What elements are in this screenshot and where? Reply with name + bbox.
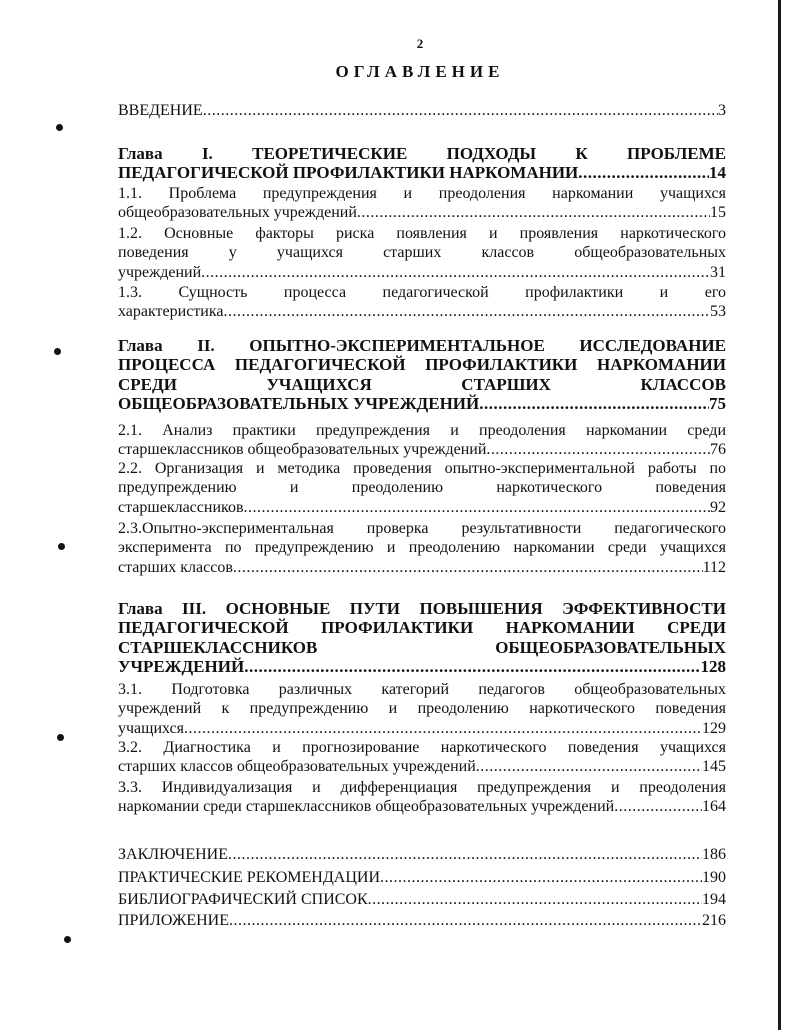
toc-page: 145 (702, 758, 726, 776)
toc-section-1-3[interactable] (118, 283, 726, 322)
section-title-line: поведения у учащихся старших классов общеобразовательных (118, 244, 726, 262)
toc-page: 15 (710, 204, 726, 222)
toc-label: БИБЛИОГРАФИЧЕСКИЙ СПИСОК (118, 891, 368, 908)
toc-label: ПРИЛОЖЕНИЕ (118, 912, 230, 929)
toc-chapter-2[interactable] (118, 336, 726, 413)
dot-leader (201, 263, 710, 282)
toc-chapter-3[interactable] (118, 599, 726, 676)
section-title-line: старших классов (118, 558, 233, 576)
toc-label: ВВЕДЕНИЕ (118, 102, 203, 119)
dot-leader (224, 302, 711, 321)
section-title-line: 3.3. Индивидуализация и дифференциация предупреждения и преодоления (118, 779, 726, 796)
chapter-title-line: Глава I. ТЕОРЕТИЧЕСКИЕ ПОДХОДЫ К ПРОБЛЕМЕ (118, 144, 726, 163)
section-title-line: 2.3.Опытно-экспериментальная проверка результативности педагогического (118, 520, 726, 537)
toc-chapter-1[interactable] (118, 144, 726, 183)
toc-page: 216 (702, 912, 726, 929)
page-number: 2 (416, 36, 424, 51)
chapter-title-line: ПЕДАГОГИЧЕСКОЙ ПРОФИЛАКТИКИ НАРКОМАНИИ (118, 163, 579, 183)
section-title-line: 1.3. Сущность процесса педагогической профилактики и его (118, 284, 726, 301)
dot-leader (233, 558, 703, 577)
section-title-line: эксперимента по предупреждению и преодолению наркомании среди учащихся (118, 539, 726, 557)
chapter-title-line: СТАРШЕКЛАССНИКОВ ОБЩЕОБРАЗОВАТЕЛЬНЫХ (118, 637, 726, 657)
chapter-title-line: УЧРЕЖДЕНИЙ (118, 656, 245, 676)
chapter-title-line: ПЕДАГОГИЧЕСКОЙ ПРОФИЛАКТИКИ НАРКОМАНИИ СРЕДИ (118, 618, 726, 638)
toc-section-2-3[interactable] (118, 519, 726, 577)
toc-label: ЗАКЛЮЧЕНИЕ (118, 846, 228, 863)
toc-section-1-2[interactable] (118, 224, 726, 282)
toc-section-1-1[interactable] (118, 184, 726, 223)
dot-leader (228, 845, 702, 864)
section-title-line: учащихся (118, 719, 185, 737)
toc-page: 31 (710, 263, 726, 281)
toc-section-3-1[interactable] (118, 680, 726, 738)
section-title-line: учреждений (118, 263, 202, 281)
toc-section-2-1[interactable] (118, 421, 726, 460)
toc-page: 190 (702, 869, 726, 886)
toc-section-2-2[interactable] (118, 459, 726, 517)
punch-hole-mark (64, 936, 71, 943)
section-title-line: 3.1. Подготовка различных категорий педагогов общеобразовательных (118, 681, 726, 698)
section-title-line: старшеклассников общеобразовательных учреждений (118, 441, 487, 459)
toc-page: 129 (702, 719, 726, 737)
chapter-title-line: ПРОЦЕССА ПЕДАГОГИЧЕСКОЙ ПРОФИЛАКТИКИ НАРКОМАНИИ (118, 355, 726, 375)
toc-page: 75 (709, 393, 726, 413)
toc-entry-intro[interactable] (118, 101, 726, 120)
toc-entry-recommendations[interactable] (118, 868, 726, 887)
punch-hole-mark (56, 124, 63, 131)
toc-section-3-2[interactable] (118, 738, 726, 777)
toc-page: 128 (700, 656, 726, 676)
dot-leader (380, 868, 702, 887)
section-title-line: учреждений к предупреждению и преодолению наркотического поведения (118, 700, 726, 718)
toc-page: 76 (710, 441, 726, 459)
chapter-title-line: СРЕДИ УЧАЩИХСЯ СТАРШИХ КЛАССОВ (118, 374, 726, 394)
dot-leader (479, 394, 709, 413)
dot-leader (203, 101, 718, 120)
section-title-line: 3.2. Диагностика и прогнозирование наркотического поведения учащихся (118, 739, 726, 756)
chapter-title-line: Глава II. ОПЫТНО-ЭКСПЕРИМЕНТАЛЬНОЕ ИССЛЕДОВАНИЕ (118, 336, 726, 355)
chapter-title-line: ОБЩЕОБРАЗОВАТЕЛЬНЫХ УЧРЕЖДЕНИЙ (118, 393, 480, 413)
toc-page: 112 (702, 558, 726, 576)
toc-page: 194 (702, 891, 726, 908)
dot-leader (244, 657, 700, 676)
page-edge-line (778, 0, 781, 1030)
section-title-line: старших классов общеобразовательных учреждений (118, 758, 476, 776)
toc-entry-bibliography[interactable] (118, 890, 726, 909)
section-title-line: наркомании среди старшеклассников общеобразовательных учреждений (118, 798, 615, 816)
section-title-line: 2.1. Анализ практики предупреждения и преодоления наркомании среди (118, 422, 726, 439)
dot-leader (614, 797, 702, 816)
punch-hole-mark (58, 543, 65, 550)
section-title-line: старшеклассников (118, 498, 244, 516)
toc-section-3-3[interactable] (118, 778, 726, 817)
dot-leader (368, 890, 702, 909)
dot-leader (184, 719, 702, 738)
dot-leader (578, 163, 709, 182)
toc-entry-conclusion[interactable] (118, 845, 726, 864)
punch-hole-mark (54, 348, 61, 355)
page-title: ОГЛАВЛЕНИЕ (335, 62, 505, 81)
toc-page: 3 (718, 102, 726, 119)
dot-leader (476, 757, 702, 776)
dot-leader (486, 440, 710, 459)
dot-leader (229, 911, 702, 930)
punch-hole-mark (57, 734, 64, 741)
toc-page: 14 (709, 163, 726, 183)
toc-page: 92 (710, 498, 726, 516)
toc-page: 164 (702, 798, 726, 816)
section-title-line: общеобразовательных учреждений (118, 204, 357, 222)
section-title-line: 2.2. Организация и методика проведения опытно-экспериментальной работы по (118, 460, 726, 477)
dot-leader (244, 498, 710, 517)
section-title-line: характеристика (118, 303, 224, 321)
section-title-line: 1.2. Основные факторы риска появления и проявления наркотического (118, 225, 726, 242)
toc-page: 53 (710, 303, 726, 321)
dot-leader (357, 203, 710, 222)
toc-label: ПРАКТИЧЕСКИЕ РЕКОМЕНДАЦИИ (118, 869, 380, 886)
section-title-line: 1.1. Проблема предупреждения и преодоления наркомании учащихся (118, 185, 726, 202)
toc-entry-appendix[interactable] (118, 911, 726, 930)
chapter-title-line: Глава III. ОСНОВНЫЕ ПУТИ ПОВЫШЕНИЯ ЭФФЕКТИВНОСТИ (118, 599, 726, 618)
section-title-line: предупреждению и преодолению наркотического поведения (118, 479, 726, 497)
toc-page: 186 (702, 846, 726, 863)
